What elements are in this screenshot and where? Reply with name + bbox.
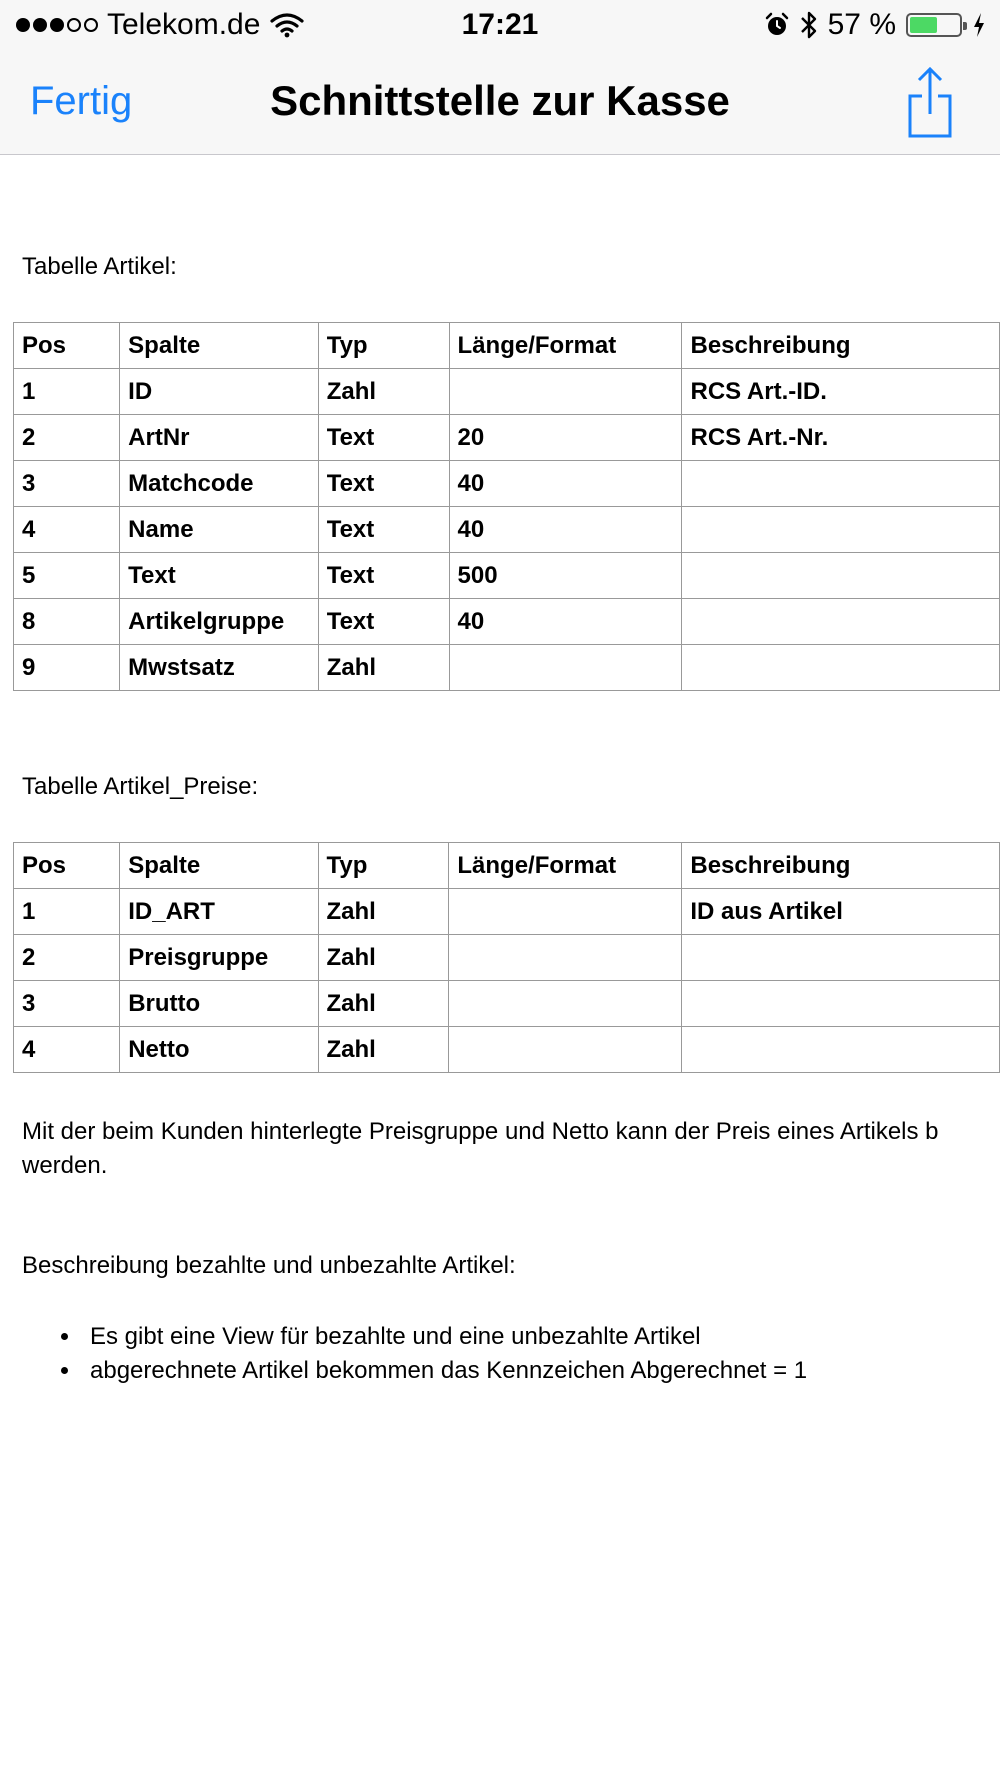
table-header-cell: Pos <box>14 843 120 889</box>
table-cell: ID <box>120 369 319 415</box>
table-cell <box>449 889 682 935</box>
table-cell: 20 <box>449 415 682 461</box>
table-cell: Text <box>318 553 449 599</box>
artikel-table <box>13 322 1000 691</box>
table-cell: 40 <box>449 461 682 507</box>
table-cell <box>682 645 1000 691</box>
list-item: • abgerechnete Artikel bekommen das Kennzeichen Abgerechnet = 1 <box>82 1354 807 1388</box>
table-header-cell: Spalte <box>120 323 319 369</box>
table-cell <box>682 1027 1000 1073</box>
table-cell: Netto <box>120 1027 318 1073</box>
table-header-cell: Spalte <box>120 843 318 889</box>
table-row <box>14 461 1000 507</box>
table-cell <box>682 461 1000 507</box>
table-cell: Zahl <box>318 981 449 1027</box>
table-row <box>14 415 1000 461</box>
status-time: 17:21 <box>461 8 539 41</box>
charging-bolt-icon <box>972 12 986 38</box>
table-header-cell: Typ <box>318 323 449 369</box>
table-row <box>14 889 1000 935</box>
status-right <box>754 6 986 44</box>
table-row <box>14 1027 1000 1073</box>
battery-icon <box>906 13 962 37</box>
battery-percent: 57 % <box>827 8 896 41</box>
table-row <box>14 935 1000 981</box>
table-header-cell: Länge/Format <box>449 843 682 889</box>
table-header-cell: Pos <box>14 323 120 369</box>
table-cell <box>449 369 682 415</box>
table-cell: Preisgruppe <box>120 935 318 981</box>
table-header-cell: Beschreibung <box>682 323 1000 369</box>
table-cell: ID aus Artikel <box>682 889 1000 935</box>
signal-dot-icon <box>84 18 98 32</box>
artikel-preise-table <box>13 842 1000 1073</box>
navigation-bar <box>0 50 1000 155</box>
table-cell: 8 <box>14 599 120 645</box>
table-cell: Artikelgruppe <box>120 599 319 645</box>
table-cell: 5 <box>14 553 120 599</box>
list-item: • Es gibt eine View für bezahlte und eine unbezahlte Artikel <box>82 1320 807 1354</box>
table-header-cell: Länge/Format <box>449 323 682 369</box>
table-cell: Zahl <box>318 889 449 935</box>
table-cell: 4 <box>14 1027 120 1073</box>
table-cell: Text <box>120 553 319 599</box>
table-cell: 4 <box>14 507 120 553</box>
table-cell <box>682 599 1000 645</box>
table-row <box>14 369 1000 415</box>
status-left <box>16 6 304 44</box>
table-cell: 2 <box>14 415 120 461</box>
table-cell: Name <box>120 507 319 553</box>
table-cell <box>682 981 1000 1027</box>
table-row <box>14 645 1000 691</box>
table-cell <box>449 981 682 1027</box>
table-cell: Zahl <box>318 645 449 691</box>
table-cell: Mwstsatz <box>120 645 319 691</box>
table-header-cell: Beschreibung <box>682 843 1000 889</box>
signal-dot-icon <box>50 18 64 32</box>
signal-dot-icon <box>33 18 47 32</box>
table-cell: Zahl <box>318 369 449 415</box>
table-cell: Matchcode <box>120 461 319 507</box>
table-row <box>14 553 1000 599</box>
table-cell: Text <box>318 461 449 507</box>
bullet-list <box>22 1320 807 1388</box>
done-button[interactable]: Fertig <box>30 79 133 123</box>
table-row <box>14 599 1000 645</box>
table-caption: Tabelle Artikel_Preise: <box>22 773 259 800</box>
table-cell: Text <box>318 507 449 553</box>
carrier-name: Telekom.de <box>107 8 261 41</box>
table-cell <box>449 645 682 691</box>
paragraph-line: Mit der beim Kunden hinterlegte Preisgruppe und Netto kann der Preis eines Artikels b <box>22 1118 939 1145</box>
share-icon[interactable] <box>904 64 956 140</box>
paragraph-line: werden. <box>22 1152 108 1179</box>
signal-dot-icon <box>67 18 81 32</box>
table-row <box>14 507 1000 553</box>
table-cell: RCS Art.-ID. <box>682 369 1000 415</box>
battery-level-fill <box>910 17 937 33</box>
document-viewer[interactable] <box>0 155 1000 1778</box>
table-row <box>14 981 1000 1027</box>
paragraph <box>22 1115 939 1183</box>
status-bar <box>0 0 1000 50</box>
table-caption: Tabelle Artikel: <box>22 253 177 280</box>
table-cell: Text <box>318 599 449 645</box>
table-cell: 40 <box>449 599 682 645</box>
table-cell: Zahl <box>318 1027 449 1073</box>
table-cell: 9 <box>14 645 120 691</box>
table-cell: Brutto <box>120 981 318 1027</box>
bluetooth-icon <box>800 10 818 40</box>
table-cell <box>449 1027 682 1073</box>
table-cell: 3 <box>14 461 120 507</box>
table-cell <box>682 553 1000 599</box>
table-cell: Zahl <box>318 935 449 981</box>
table-cell <box>682 507 1000 553</box>
table-cell: ArtNr <box>120 415 319 461</box>
table-header-row <box>14 323 1000 369</box>
table-cell: 40 <box>449 507 682 553</box>
signal-dot-icon <box>16 18 30 32</box>
wifi-icon <box>270 12 304 38</box>
table-cell: RCS Art.-Nr. <box>682 415 1000 461</box>
alarm-clock-icon <box>764 12 790 38</box>
table-cell: 1 <box>14 889 120 935</box>
battery-cap <box>963 22 967 30</box>
table-header-row <box>14 843 1000 889</box>
table-cell: Text <box>318 415 449 461</box>
table-cell: 1 <box>14 369 120 415</box>
table-cell <box>449 935 682 981</box>
table-cell <box>682 935 1000 981</box>
table-cell: 2 <box>14 935 120 981</box>
table-cell: 500 <box>449 553 682 599</box>
table-header-cell: Typ <box>318 843 449 889</box>
table-cell: 3 <box>14 981 120 1027</box>
table-cell: ID_ART <box>120 889 318 935</box>
section-heading: Beschreibung bezahlte und unbezahlte Artikel: <box>22 1252 516 1279</box>
page-title: Schnittstelle zur Kasse <box>270 77 730 124</box>
